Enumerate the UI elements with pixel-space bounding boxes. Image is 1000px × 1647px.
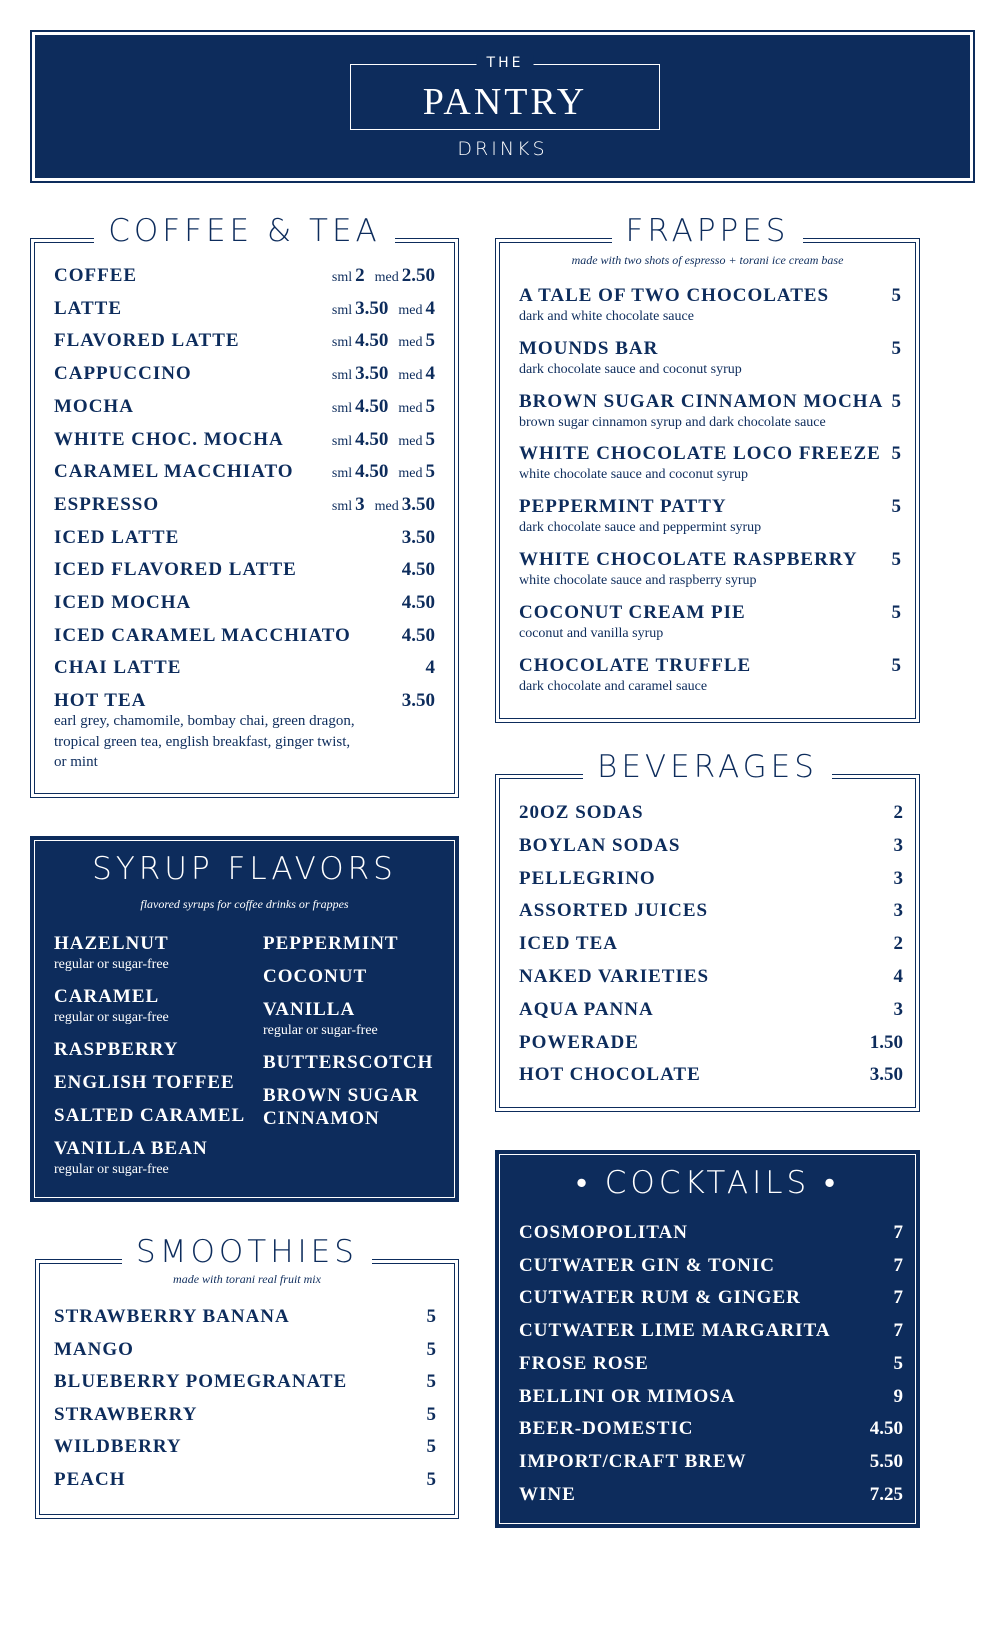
medium-price: 5	[425, 395, 435, 417]
tea-description: or mint	[54, 754, 98, 770]
cocktails-section	[495, 1150, 920, 1528]
cocktail-price: 4.50	[869, 1418, 903, 1440]
cocktail-price: 7	[893, 1320, 903, 1342]
smoothies-section	[35, 1234, 459, 1519]
smoothie-price: 5	[426, 1403, 436, 1425]
beverage-name: NAKED VARIETIES	[519, 966, 710, 987]
smoothies-note: made with torani real fruit mix	[173, 1272, 321, 1286]
frappe-price: 5	[891, 549, 901, 570]
medium-price: 5	[425, 461, 435, 483]
logo-pantry: PANTRY	[422, 81, 588, 123]
cocktail-name: FROSE ROSE	[519, 1352, 649, 1374]
medium-price: 5	[425, 428, 435, 450]
menu-item-name: CHAI LATTE	[54, 657, 182, 679]
menu-item-price: 3.50	[401, 526, 435, 548]
frappe-description: dark chocolate sauce and coconut syrup	[519, 361, 742, 377]
frappes-title: FRAPPES	[612, 213, 804, 249]
beverage-price: 4	[893, 966, 903, 987]
frappe-name: WHITE CHOCOLATE RASPBERRY	[519, 549, 858, 570]
beverage-price: 2	[893, 933, 903, 955]
frappe-name: COCONUT CREAM PIE	[519, 601, 746, 623]
section-title	[31, 213, 458, 249]
size-label: sml	[331, 302, 353, 318]
syrup-description: regular or sugar-free	[54, 957, 169, 972]
cocktail-name: CUTWATER LIME MARGARITA	[519, 1320, 831, 1342]
frappe-price: 5	[891, 601, 901, 623]
cocktail-name: COSMOPOLITAN	[519, 1222, 688, 1243]
size-label: med	[398, 335, 423, 351]
cocktail-name: CUTWATER RUM & GINGER	[519, 1287, 801, 1309]
smoothie-price: 5	[426, 1371, 436, 1393]
size-label: med	[398, 400, 423, 416]
cocktail-price: 7	[893, 1222, 903, 1243]
syrup-name: ENGLISH TOFFEE	[54, 1072, 235, 1093]
small-price: 3	[355, 493, 365, 515]
small-price: 3.50	[355, 363, 389, 385]
section-title	[496, 1165, 919, 1201]
beverage-price: 3	[893, 998, 903, 1020]
size-label: sml	[331, 368, 353, 384]
syrup-name: COCONUT	[263, 966, 368, 987]
size-label: med	[374, 498, 399, 514]
syrups-note: flavored syrups for coffee drinks or frappes	[140, 897, 349, 911]
beverage-price: 1.50	[869, 1031, 903, 1053]
frappe-description: brown sugar cinnamon syrup and dark chocolate sauce	[519, 414, 826, 430]
smoothie-price: 5	[426, 1338, 436, 1360]
smoothie-name: WILDBERRY	[54, 1436, 182, 1458]
cocktail-name: CUTWATER GIN & TONIC	[519, 1254, 775, 1276]
section-title	[31, 851, 458, 887]
section-title	[36, 1234, 458, 1270]
frappe-name: CHOCOLATE TRUFFLE	[519, 654, 752, 676]
beverages-title: BEVERAGES	[583, 749, 832, 785]
beverage-price: 3	[893, 867, 903, 889]
menu-item-name: LATTE	[54, 297, 123, 319]
cocktail-name: WINE	[519, 1483, 576, 1505]
frappe-description: dark chocolate and caramel sauce	[519, 678, 708, 694]
syrup-name: VANILLA	[263, 999, 356, 1020]
small-price: 2	[355, 265, 365, 286]
syrup-name: BROWN SUGAR	[263, 1085, 420, 1106]
menu-item-price: 4.50	[401, 624, 435, 646]
menu-item-name: ICED MOCHA	[54, 592, 192, 613]
cocktails-title: • COCKTAILS •	[576, 1165, 839, 1201]
menu-header	[30, 30, 975, 183]
frappes-section	[495, 213, 920, 723]
coffee-title: COFFEE & TEA	[94, 213, 395, 249]
menu-item-price	[332, 494, 435, 516]
syrup-description: regular or sugar-free	[263, 1023, 378, 1038]
menu-item-price: 4	[425, 657, 435, 679]
smoothie-name: STRAWBERRY	[54, 1403, 198, 1425]
medium-price: 3.50	[401, 493, 435, 515]
frappe-name: WHITE CHOCOLATE LOCO FREEZE	[519, 443, 881, 465]
medium-price: 2.50	[401, 265, 435, 286]
frappe-description: dark chocolate sauce and peppermint syrup	[519, 520, 762, 536]
beverage-name: 20OZ SODAS	[519, 802, 644, 823]
smoothie-name: STRAWBERRY BANANA	[54, 1306, 290, 1327]
size-label: sml	[331, 270, 353, 285]
syrup-name: CINNAMON	[263, 1108, 380, 1129]
menu-item-price	[332, 265, 435, 287]
size-label: med	[398, 368, 423, 384]
beverage-name: ICED TEA	[519, 933, 618, 955]
frappe-name: A TALE OF TWO CHOCOLATES	[519, 285, 830, 306]
menu-item-price	[332, 429, 435, 451]
frappe-price: 5	[891, 496, 901, 518]
size-label: med	[398, 433, 423, 449]
frappe-description: coconut and vanilla syrup	[519, 625, 664, 641]
syrup-name: PEPPERMINT	[263, 933, 399, 954]
syrup-flavors-section	[30, 836, 459, 1202]
menu-item-name: CAPPUCCINO	[54, 363, 192, 385]
beverage-name: POWERADE	[519, 1031, 639, 1053]
beverages-section	[495, 749, 920, 1112]
menu-item-name: ICED FLAVORED LATTE	[54, 559, 297, 581]
small-price: 3.50	[355, 297, 389, 319]
size-label: med	[374, 270, 399, 285]
menu-item-name: ICED CARAMEL MACCHIATO	[54, 624, 351, 646]
beverage-price: 3	[893, 834, 903, 856]
cocktail-price: 7	[893, 1287, 903, 1309]
menu-item-name: ESPRESSO	[54, 493, 160, 515]
header-background	[35, 35, 970, 178]
cocktail-name: IMPORT/CRAFT BREW	[519, 1450, 747, 1472]
frappe-description: white chocolate sauce and raspberry syrup	[519, 573, 757, 588]
menu-item-name: HOT TEA	[54, 690, 147, 712]
cocktail-name: BELLINI OR MIMOSA	[519, 1385, 736, 1407]
menu-item-name: ICED LATTE	[54, 526, 180, 548]
menu-item-price	[332, 396, 435, 418]
frappe-name: PEPPERMINT PATTY	[519, 496, 727, 518]
logo-the: THE	[477, 55, 534, 71]
frappe-description: white chocolate sauce and coconut syrup	[519, 467, 748, 483]
cocktail-price: 9	[893, 1385, 903, 1407]
menu-item-name: CARAMEL MACCHIATO	[54, 461, 294, 483]
size-label: sml	[331, 466, 353, 482]
size-label: med	[398, 302, 423, 318]
frappe-price: 5	[891, 443, 901, 465]
frappe-name: MOUNDS BAR	[519, 337, 659, 359]
small-price: 4.50	[355, 461, 389, 483]
cocktail-price: 5.50	[869, 1450, 903, 1472]
small-price: 4.50	[355, 428, 389, 450]
section-title	[496, 213, 919, 249]
menu-item-name: FLAVORED LATTE	[54, 330, 240, 352]
menu-item-price: 4.50	[401, 592, 435, 613]
cocktail-price: 7.25	[869, 1483, 903, 1505]
beverage-name: PELLEGRINO	[519, 867, 656, 889]
beverage-price: 3.50	[869, 1064, 903, 1086]
syrups-title: SYRUP FLAVORS	[92, 851, 397, 887]
syrup-name: CARAMEL	[54, 986, 160, 1007]
beverage-name: HOT CHOCOLATE	[519, 1064, 701, 1086]
syrup-name: RASPBERRY	[54, 1039, 179, 1060]
small-price: 4.50	[355, 395, 389, 417]
beverage-name: ASSORTED JUICES	[519, 900, 709, 922]
smoothie-name: MANGO	[54, 1338, 134, 1360]
smoothie-name: PEACH	[54, 1469, 126, 1490]
frappes-note: made with two shots of espresso + torani ice cream base	[571, 253, 844, 267]
cocktail-name: BEER-DOMESTIC	[519, 1418, 694, 1440]
size-label: med	[398, 466, 423, 482]
menu-item-name: MOCHA	[54, 395, 134, 417]
menu-item-name: WHITE CHOC. MOCHA	[54, 428, 284, 450]
beverage-price: 3	[893, 900, 903, 922]
cocktail-price: 5	[893, 1352, 903, 1374]
menu-item-price	[332, 363, 435, 385]
menu-item-price: 3.50	[401, 690, 435, 712]
menu-item-price	[332, 461, 435, 483]
section-title	[496, 749, 919, 785]
medium-price: 4	[425, 297, 435, 319]
menu-item-name: COFFEE	[54, 265, 138, 286]
frappe-price: 5	[891, 337, 901, 359]
tea-description: earl grey, chamomile, bombay chai, green dragon,	[54, 713, 355, 729]
syrup-name: HAZELNUT	[54, 933, 169, 954]
frappe-price: 5	[891, 390, 901, 412]
medium-price: 5	[425, 330, 435, 352]
syrup-name: SALTED CARAMEL	[54, 1105, 246, 1126]
smoothie-price: 5	[426, 1306, 436, 1327]
medium-price: 4	[425, 363, 435, 385]
frappe-name: BROWN SUGAR CINNAMON MOCHA	[519, 390, 884, 412]
size-label: sml	[331, 335, 353, 351]
frappe-price: 5	[891, 285, 901, 306]
size-label: sml	[331, 433, 353, 449]
smoothie-name: BLUEBERRY POMEGRANATE	[54, 1371, 348, 1393]
header-subtitle: DRINKS	[457, 138, 548, 160]
frappe-description: dark and white chocolate sauce	[519, 309, 694, 324]
small-price: 4.50	[355, 330, 389, 352]
beverage-name: BOYLAN SODAS	[519, 834, 681, 856]
frappe-price: 5	[891, 654, 901, 676]
smoothie-price: 5	[426, 1469, 436, 1490]
beverage-price: 2	[893, 802, 903, 823]
coffee-tea-section	[30, 213, 459, 798]
size-label: sml	[331, 498, 353, 514]
cocktail-price: 7	[893, 1254, 903, 1276]
syrup-name: BUTTERSCOTCH	[263, 1052, 434, 1073]
tea-description: tropical green tea, english breakfast, ginger twist,	[54, 733, 351, 750]
beverage-name: AQUA PANNA	[519, 998, 654, 1020]
size-label: sml	[331, 400, 353, 416]
syrup-name: VANILLA BEAN	[54, 1138, 208, 1159]
smoothie-price: 5	[426, 1436, 436, 1458]
logo	[350, 55, 660, 130]
menu-item-price	[332, 330, 435, 352]
menu-item-price: 4.50	[401, 559, 435, 581]
menu-item-price	[332, 298, 435, 320]
syrup-description: regular or sugar-free	[54, 1162, 169, 1177]
smoothies-title: SMOOTHIES	[122, 1234, 372, 1270]
syrup-description: regular or sugar-free	[54, 1010, 169, 1025]
